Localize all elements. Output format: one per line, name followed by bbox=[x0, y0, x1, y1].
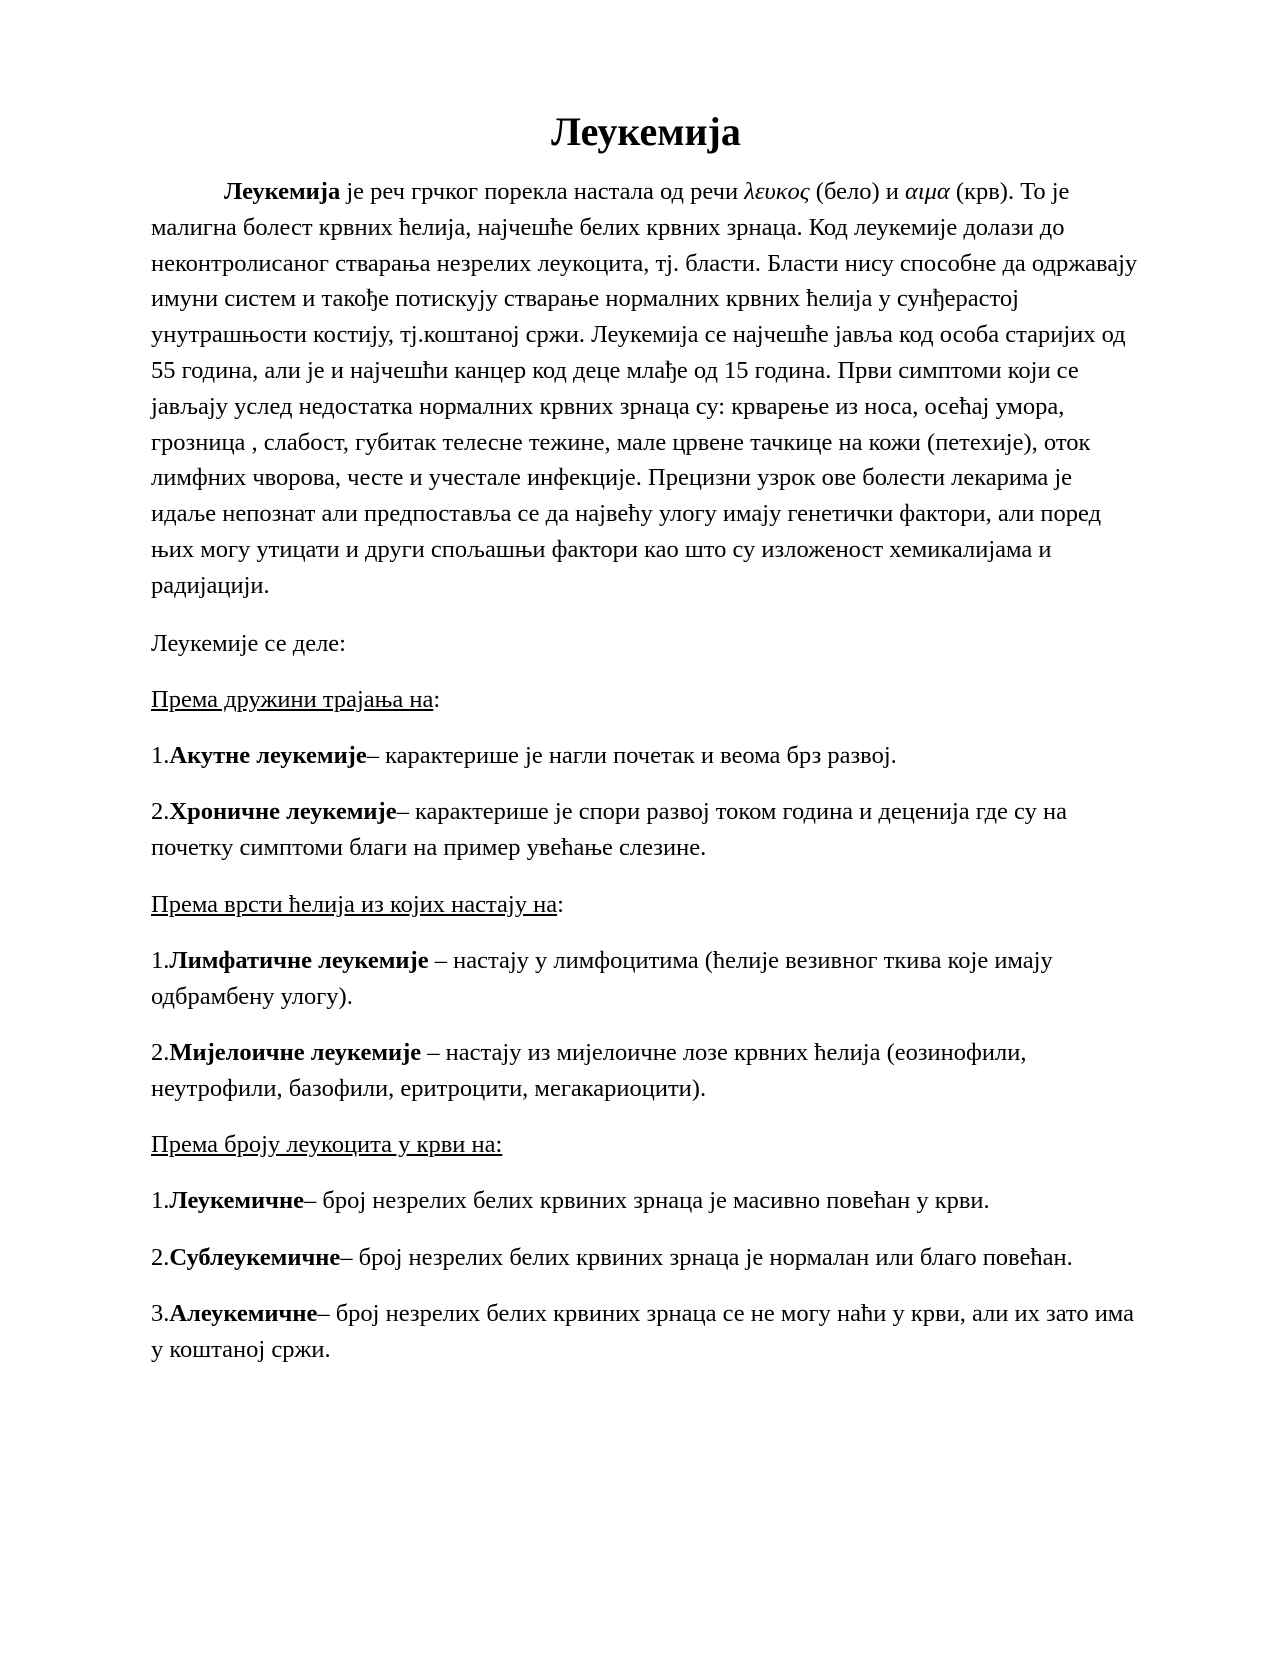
greek-word-leukos: λευκος bbox=[744, 178, 810, 205]
section-heading-text: Према врсти ћелија из којих настају на bbox=[151, 890, 558, 918]
section-heading-cell-type: Према врсти ћелија из којих настају на: bbox=[151, 890, 564, 918]
document-title: Леукемија bbox=[551, 109, 741, 154]
item-term: Мијелоичне леукемије bbox=[169, 1038, 422, 1066]
list-item-leukemic: 1.Леукемичне– број незрелих белих крвиних зрнаца је масивно повећан у крви. bbox=[151, 1187, 990, 1215]
item-term: Хроничне леукемије bbox=[169, 798, 397, 826]
item-term: Лимфатичне леукемије bbox=[169, 946, 429, 974]
intro-text-3: (крв). То је малигна болест крвних ћелија, најчешће белих крвних зрнаца. Код леукемије долази до неконтролисаног стварања незрелих леукоцита, тј. бласти. Бласти нису способне да одржавају имуни систем и такође потискују стварање нормалних крвних ћелија у сунђерастој унутрашњости костију, тј.коштаној сржи. Леукемија се најчешће јавља код особа старијих од 55 година, али је и најчешћи канцер код деце млађе од 15 година. Први симптоми који се јављају услед недостатка нормалних крвних зрнаца су: крварење из носа, осећај умора, грозница , слабост, губитак телесне тежине, мале црвене тачкице на кожи (петехије), оток лимфних чворова, честе и учестале инфекције. Прецизни узрок ове болести лекарима је идаље непознат али предпоставља се да највећу улогу имају генетички фактори, али поред њих могу утицати и други спољашњи фактори као што су изложеност хемикалијама и радијацији. bbox=[151, 178, 1138, 599]
list-item-subleukemic: 2.Сублеукемичне– број незрелих белих крвиних зрнаца је нормалан или благо повећан. bbox=[151, 1243, 1073, 1271]
section-heading-duration: Према дружини трајања на: bbox=[151, 685, 441, 713]
list-item-acute: 1.Акутне леукемије– карактерише је нагли почетак и веома брз развој. bbox=[151, 742, 897, 770]
intro-text-2: (бело) и bbox=[809, 178, 905, 205]
section-heading-leukocyte-count bbox=[151, 1127, 1141, 1163]
list-item-lymphatic: 1.Лимфатичне леукемије – настају у лимфоцитима (ћелије везивног ткива које имају одбрамбену улогу). bbox=[151, 946, 1053, 1010]
greek-word-haima: αιμα bbox=[904, 178, 950, 205]
list-item-chronic: 2.Хроничне леукемије– карактерише је спори развој током година и деценија где су на почетку симптоми благи на пример увећање слезине. bbox=[151, 798, 1067, 862]
document-page bbox=[151, 100, 1141, 1388]
classification-intro: Леукемије се деле: bbox=[151, 629, 346, 657]
list-item-aleukemic: 3.Алеукемичне– број незрелих белих крвиних зрнаца се не могу наћи у крви, али их зато има у коштаној сржи. bbox=[151, 1299, 1135, 1363]
section-heading-text: Према дружини трајања на bbox=[151, 685, 434, 713]
item-term: Акутне леукемије bbox=[169, 742, 367, 770]
intro-text-1: је реч грчког порекла настала од речи bbox=[340, 178, 745, 205]
intro-paragraph bbox=[151, 174, 1141, 604]
intro-term: Леукемија bbox=[224, 178, 341, 205]
item-term: Алеукемичне bbox=[169, 1299, 318, 1327]
list-item-myeloid: 2.Мијелоичне леукемије – настају из мијелоичне лозе крвних ћелија (еозинофили, неутрофили, базофили, еритроцити, мегакариоцити). bbox=[151, 1038, 1027, 1102]
item-term: Леукемичне bbox=[169, 1187, 304, 1215]
item-term: Сублеукемичне bbox=[169, 1243, 341, 1271]
section-heading-text: Према броју леукоцита у крви на: bbox=[151, 1131, 503, 1159]
